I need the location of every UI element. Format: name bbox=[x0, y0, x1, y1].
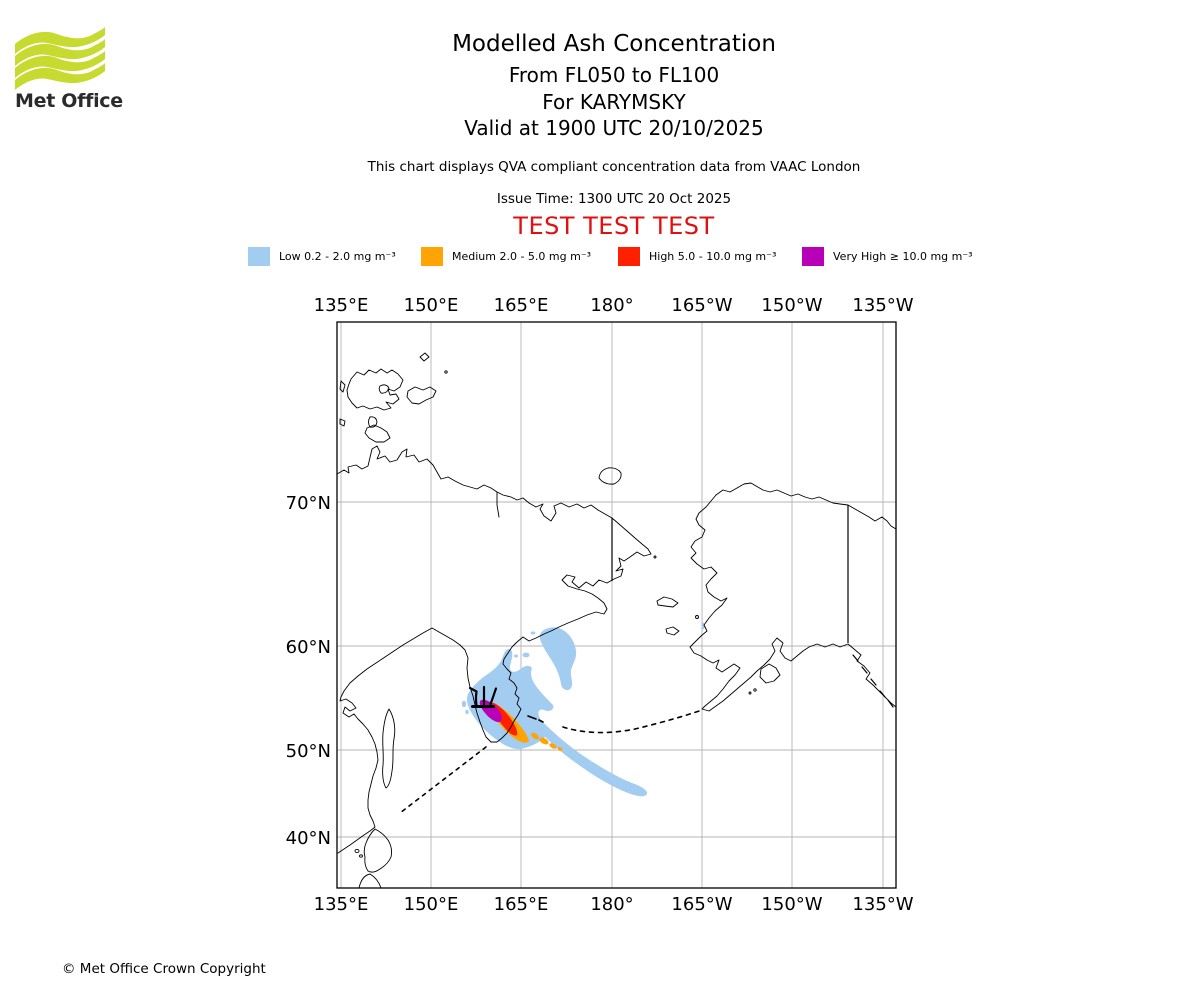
coast-new-siberian-lagoon bbox=[379, 385, 389, 393]
lon-label-top-0: 135°E bbox=[313, 295, 369, 316]
flight-level-line: From FL050 to FL100 bbox=[508, 63, 720, 87]
coast-kuril-islands bbox=[400, 747, 486, 813]
lon-label-bottom-6: 135°W bbox=[852, 894, 914, 915]
coast-honshu bbox=[359, 874, 381, 888]
lon-label-bottom-4: 165°W bbox=[671, 894, 733, 915]
coastlines bbox=[337, 353, 896, 888]
ash-low-tail bbox=[531, 714, 648, 796]
page-title: Modelled Ash Concentration bbox=[452, 31, 776, 57]
legend-label-low: Low 0.2 - 2.0 mg m⁻³ bbox=[279, 249, 396, 263]
coast-alaska-north bbox=[716, 483, 896, 529]
lat-label-50n: 50°N bbox=[285, 741, 331, 762]
coast-nunivak bbox=[666, 627, 679, 635]
lat-label-60n: 60°N bbox=[285, 637, 331, 658]
valid-time-line: Valid at 1900 UTC 20/10/2025 bbox=[464, 116, 764, 140]
lat-label-40n: 40°N bbox=[285, 828, 331, 849]
volcano-line: For KARYMSKY bbox=[542, 90, 686, 114]
coast-alaska-west-south bbox=[690, 495, 896, 711]
legend-label-medium: Medium 2.0 - 5.0 mg m⁻³ bbox=[452, 249, 592, 263]
coast-eurasia bbox=[337, 446, 651, 853]
coast-lyakhovsky-2 bbox=[365, 425, 390, 442]
coast-kodiak bbox=[760, 664, 780, 683]
graticule-grid bbox=[337, 322, 896, 888]
lon-label-bottom-2: 165°E bbox=[493, 894, 549, 915]
ash-low-north-lobe bbox=[540, 627, 576, 690]
legend-label-high: High 5.0 - 10.0 mg m⁻³ bbox=[649, 249, 777, 263]
lon-label-bottom-5: 150°W bbox=[761, 894, 823, 915]
lon-label-bottom-0: 135°E bbox=[313, 894, 369, 915]
coast-new-siberian-1 bbox=[347, 369, 403, 410]
crown-copyright: © Met Office Crown Copyright bbox=[62, 961, 266, 977]
lat-label-70n: 70°N bbox=[285, 493, 331, 514]
coast-river-inlet bbox=[497, 492, 499, 517]
qva-compliance-note: This chart displays QVA compliant concentration data from VAAC London bbox=[367, 159, 861, 175]
coast-st-lawrence bbox=[657, 597, 678, 607]
legend-label-very-high: Very High ≥ 10.0 mg m⁻³ bbox=[833, 249, 973, 263]
coast-new-siberian-2 bbox=[407, 387, 436, 404]
coast-new-siberian-3 bbox=[420, 353, 429, 361]
met-office-wordmark: Met Office bbox=[15, 90, 123, 112]
issue-time: Issue Time: 1300 UTC 20 Oct 2025 bbox=[496, 191, 732, 207]
lon-label-top-4: 165°W bbox=[671, 295, 733, 316]
lon-label-top-5: 150°W bbox=[761, 295, 823, 316]
axis-labels bbox=[286, 295, 914, 915]
coast-aleutian-islands bbox=[563, 710, 702, 733]
map-frame bbox=[337, 322, 896, 888]
lon-label-top-6: 135°W bbox=[852, 295, 914, 316]
coast-sliver-1 bbox=[340, 381, 345, 392]
lon-label-top-1: 150°E bbox=[403, 295, 459, 316]
coast-wrangel bbox=[599, 468, 621, 484]
test-banner: TEST TEST TEST bbox=[513, 212, 715, 240]
border-lines bbox=[612, 505, 848, 643]
lon-label-bottom-1: 150°E bbox=[403, 894, 459, 915]
coast-sakhalin bbox=[383, 709, 395, 788]
lon-label-bottom-3: 180° bbox=[590, 894, 634, 915]
lon-label-top-2: 165°E bbox=[493, 295, 549, 316]
coast-hokkaido bbox=[364, 829, 391, 872]
lon-label-top-3: 180° bbox=[590, 295, 634, 316]
